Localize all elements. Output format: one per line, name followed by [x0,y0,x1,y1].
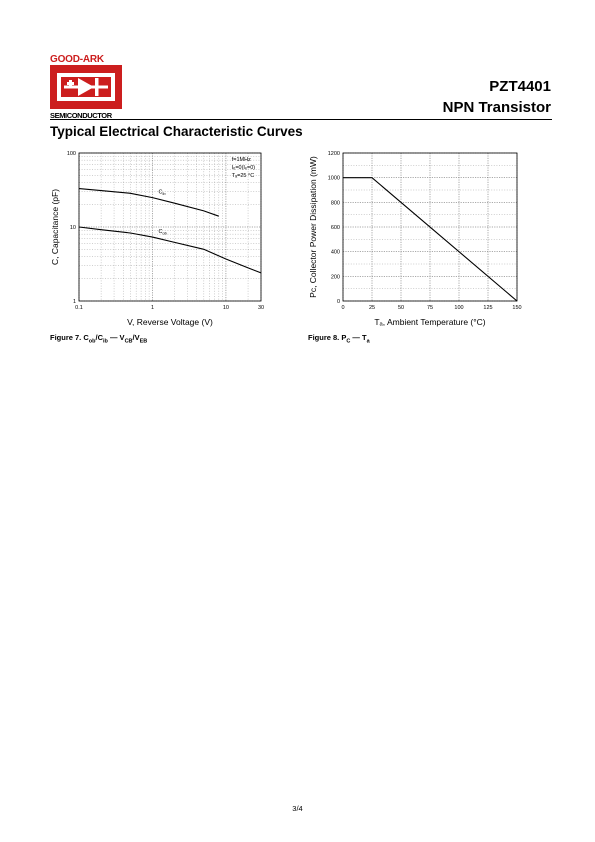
series-line-Cob [79,227,261,273]
y-tick-label: 1000 [327,175,340,182]
y-tick-label: 1 [72,299,76,305]
y-tick-label: 0 [336,299,340,305]
series-label-Cib: $C_{ib}$ [158,189,166,197]
x-tick-label: 75 [426,305,434,311]
y-axis-label: Pᴄ, Collector Power Dissipation (mW) [308,156,318,298]
x-axis-label: V, Reverse Voltage (V) [127,317,213,327]
condition-note: Tₐ=25 °C [231,173,255,179]
company-logo [50,54,122,122]
logo-sub-text: SEMICONDUCTOR [50,111,112,120]
figure-7-caption: Figure 7. $C_{ob}/C_{ib}$ — $V_{CB}/V_{EB}$ [50,333,148,345]
y-tick-label: 10 [69,225,76,231]
part-description: NPN Transistor [442,99,551,116]
y-axis-label: C, Capacitance (pF) [50,188,60,266]
x-tick-label: 1 [150,305,155,311]
condition-note: f=1MHz [231,157,251,163]
y-tick-label: 800 [330,200,340,207]
condition-note: Iₑ=0(Iₑ=0) [231,165,256,171]
capacitance-chart [48,146,288,338]
x-tick-label: 125 [483,305,493,311]
series-line-Cib [79,189,219,217]
y-tick-label: 1200 [327,151,340,157]
y-tick-label: 400 [330,249,340,256]
y-tick-label: 100 [66,151,76,157]
figure-8-caption: Figure 8. $P_C$ — $T_a$ [308,333,370,345]
x-tick-label: 30 [257,305,265,311]
x-tick-label: 0.1 [75,305,83,311]
x-axis-label: Tₐ, Ambient Temperature (°C) [374,317,486,327]
logo-brand-text: GOOD-ARK [50,54,104,65]
header-rule [50,119,552,120]
logo-diode-mark [50,65,122,109]
page-number: 3/4 [292,804,303,813]
x-tick-label: 150 [512,305,522,311]
y-tick-label: 600 [330,225,340,231]
x-tick-label: 25 [368,305,376,311]
x-tick-label: 50 [397,305,405,311]
power-derating-chart [300,146,540,338]
x-tick-label: 100 [454,305,464,311]
part-number: PZT4401 [489,78,551,95]
y-tick-label: 200 [330,274,340,281]
x-tick-label: 0 [341,305,345,311]
x-tick-label: 10 [222,305,230,311]
series-label-Cob: $C_{ob}$ [158,229,167,236]
section-title: Typical Electrical Characteristic Curves [50,124,303,139]
